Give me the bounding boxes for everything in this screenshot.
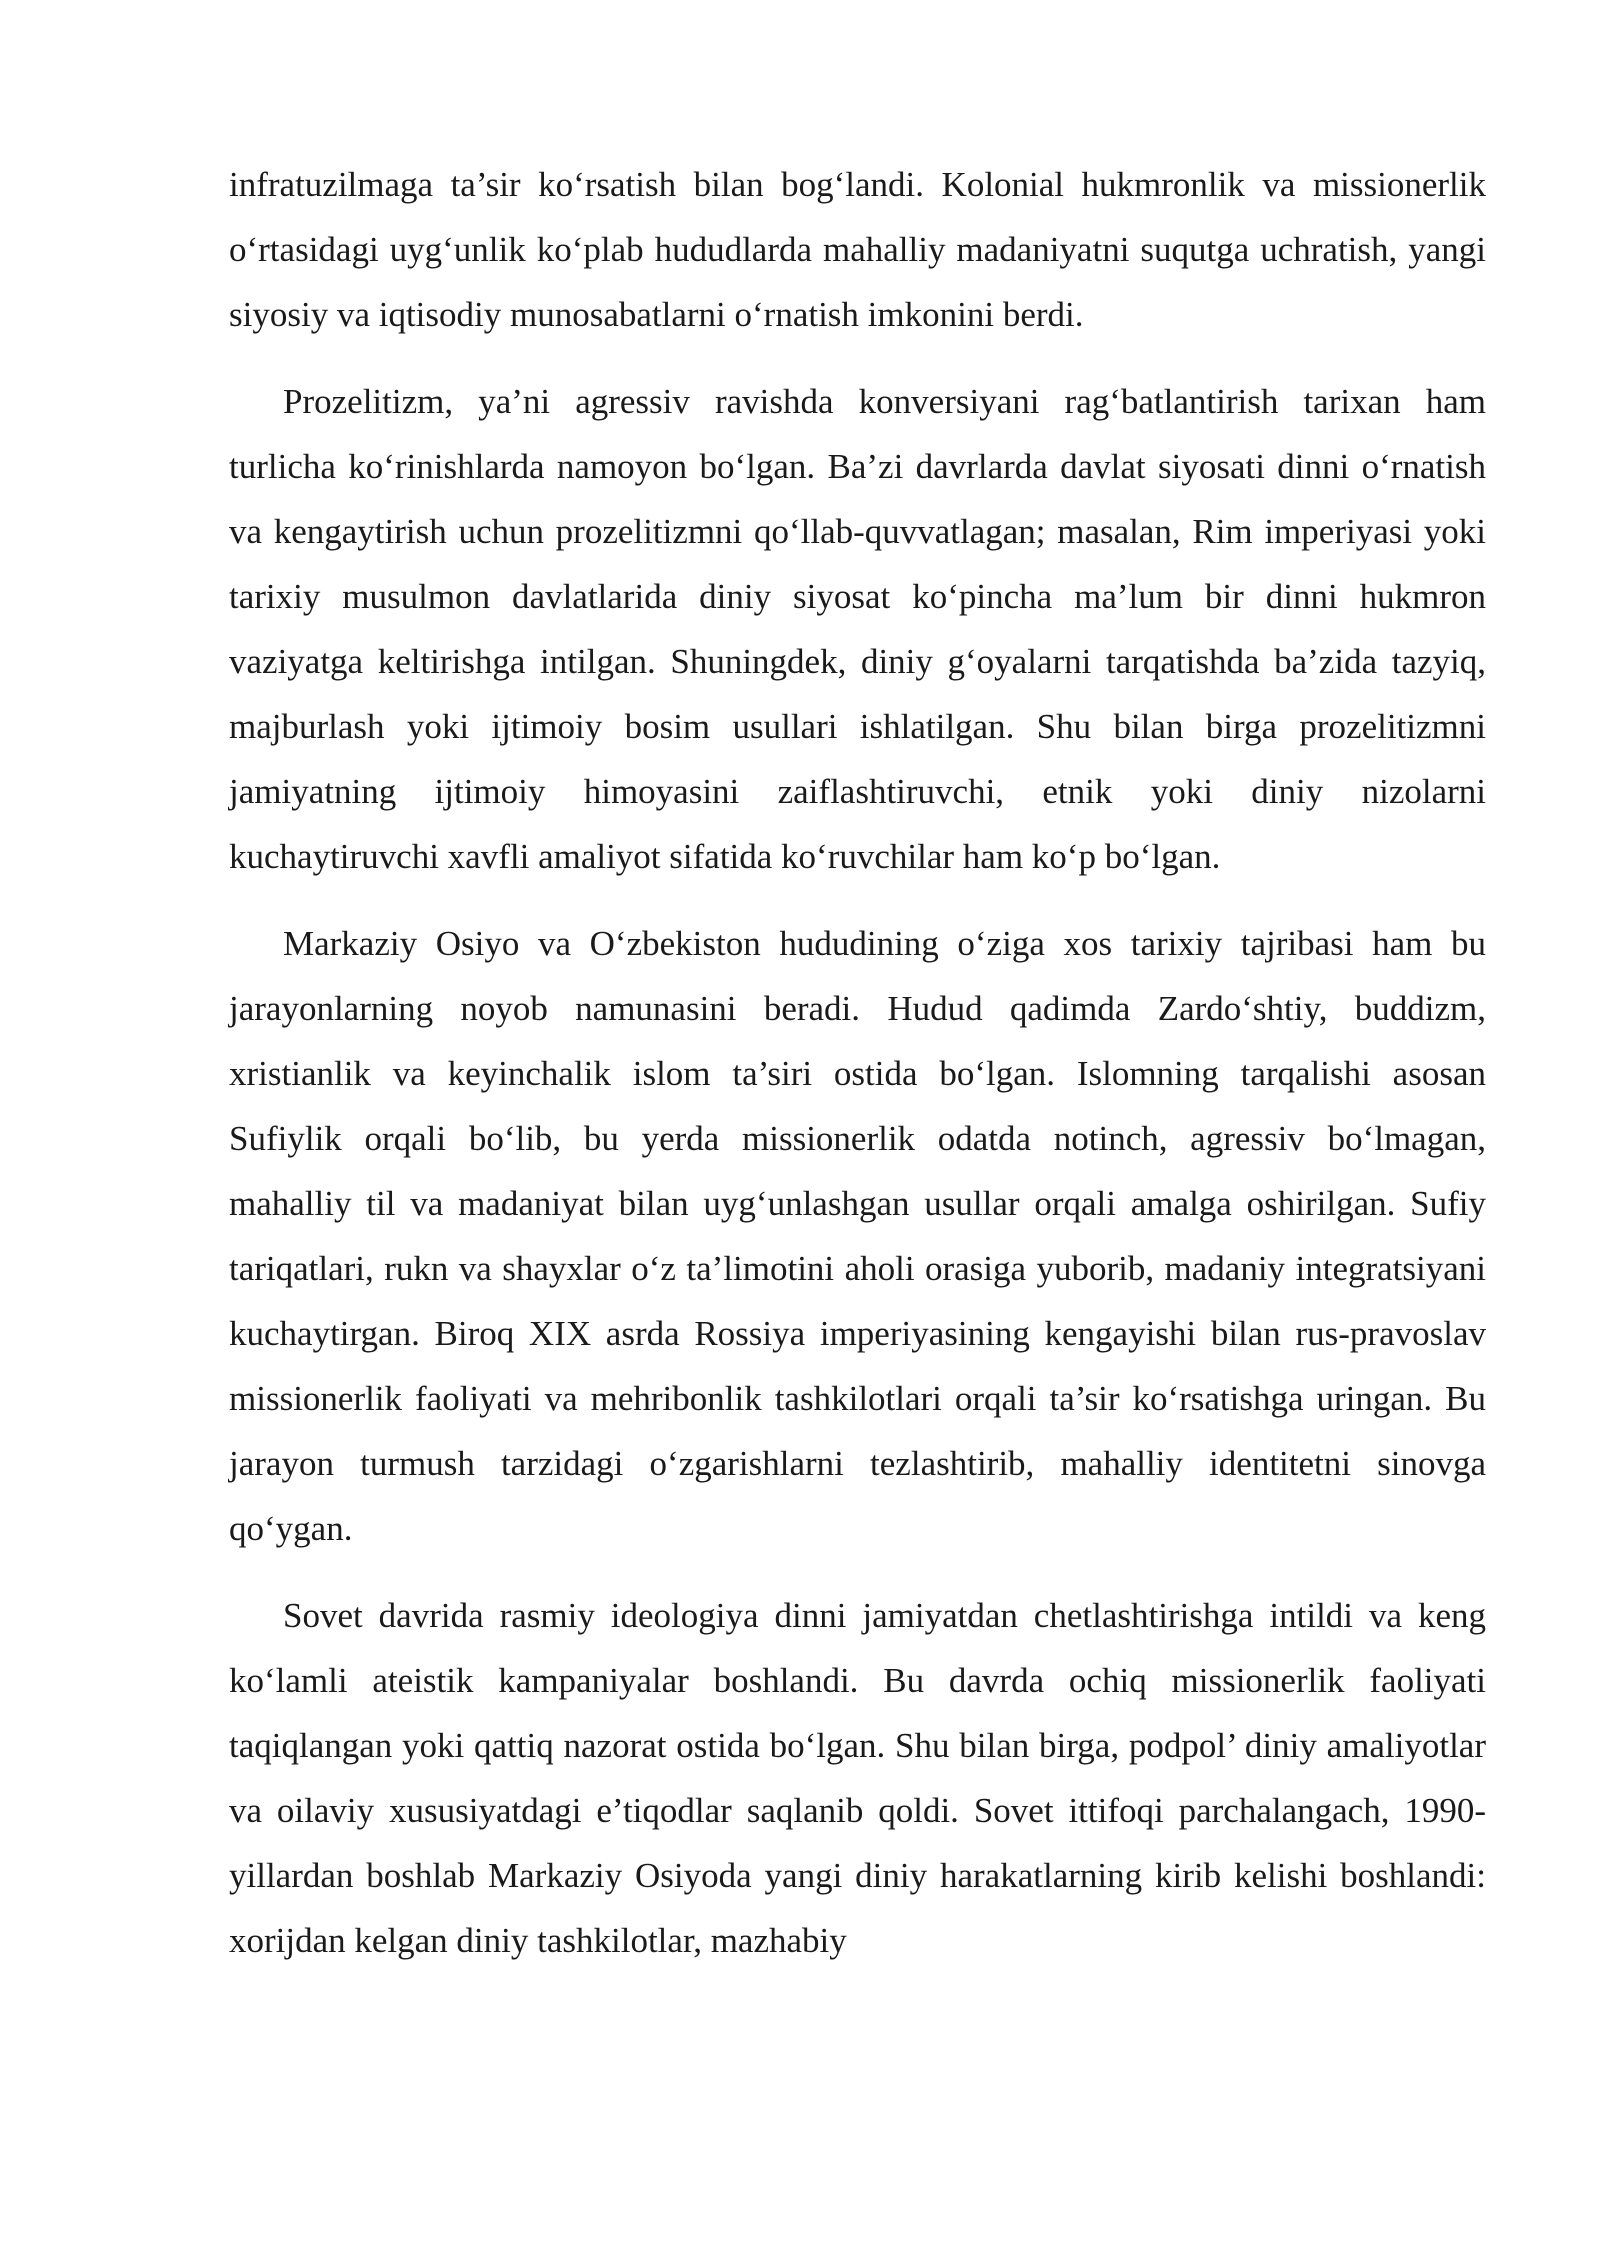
paragraph-3: Markaziy Osiyo va O‘zbekiston hududining o‘ziga xos tarixiy tajribasi ham bu jarayonlarning noyob namunasini beradi. Hudud qadimda Zardo‘shtiy, buddizm, xristianlik va keyinchalik islom ta’siri ostida bo‘lgan. Islomning tarqalishi asosan Sufiylik orqali bo‘lib, bu yerda missionerlik odatda notinch, agressiv bo‘lmagan, mahalliy til va madaniyat bilan uyg‘unlashgan usullar orqali amalga oshirilgan. Sufiy tariqatlari, rukn va shayxlar o‘z ta’limotini aholi orasiga yuborib, madaniy integratsiyani kuchaytirgan. Biroq XIX asrda Rossiya imperiyasining kengayishi bilan rus-pravoslav missionerlik faoliyati va mehribonlik tashkilotlari orqali ta’sir ko‘rsatishga uringan. Bu jarayon turmush tarzidagi o‘zgarishlarni tezlashtirib, mahalliy identitetni sinovga qo‘ygan. <box>229 924 1486 1548</box>
document-body <box>229 152 1486 1973</box>
paragraph-4: Sovet davrida rasmiy ideologiya dinni jamiyatdan chetlashtirishga intildi va keng ko‘lamli ateistik kampaniyalar boshlandi. Bu davrda ochiq missionerlik faoliyati taqiqlangan yoki qattiq nazorat ostida bo‘lgan. Shu bilan birga, podpol’ diniy amaliyotlar va oilaviy xususiyatdagi e’tiqodlar saqlanib qoldi. Sovet ittifoqi parchalangach, 1990-yillardan boshlab Markaziy Osiyoda yangi diniy harakatlarning kirib kelishi boshlandi: xorijdan kelgan diniy tashkilotlar, mazhabiy <box>229 1596 1486 1960</box>
paragraph-1: infratuzilmaga ta’sir ko‘rsatish bilan bog‘landi. Kolonial hukmronlik va missionerlik o‘rtasidagi uyg‘unlik ko‘plab hududlarda mahalliy madaniyatni suqutga uchratish, yangi siyosiy va iqtisodiy munosabatlarni o‘rnatish imkonini berdi. <box>229 165 1486 334</box>
paragraph-2: Prozelitizm, ya’ni agressiv ravishda konversiyani rag‘batlantirish tarixan ham turlicha ko‘rinishlarda namoyon bo‘lgan. Ba’zi davrlarda davlat siyosati dinni o‘rnatish va kengaytirish uchun prozelitizmni qo‘llab-quvvatlagan; masalan, Rim imperiyasi yoki tarixiy musulmon davlatlarida diniy siyosat ko‘pincha ma’lum bir dinni hukmron vaziyatga keltirishga intilgan. Shuningdek, diniy g‘oyalarni tarqatishda ba’zida tazyiq, majburlash yoki ijtimoiy bosim usullari ishlatilgan. Shu bilan birga prozelitizmni jamiyatning ijtimoiy himoyasini zaiflashtiruvchi, etnik yoki diniy nizolarni kuchaytiruvchi xavfli amaliyot sifatida ko‘ruvchilar ham ko‘p bo‘lgan. <box>229 382 1486 876</box>
